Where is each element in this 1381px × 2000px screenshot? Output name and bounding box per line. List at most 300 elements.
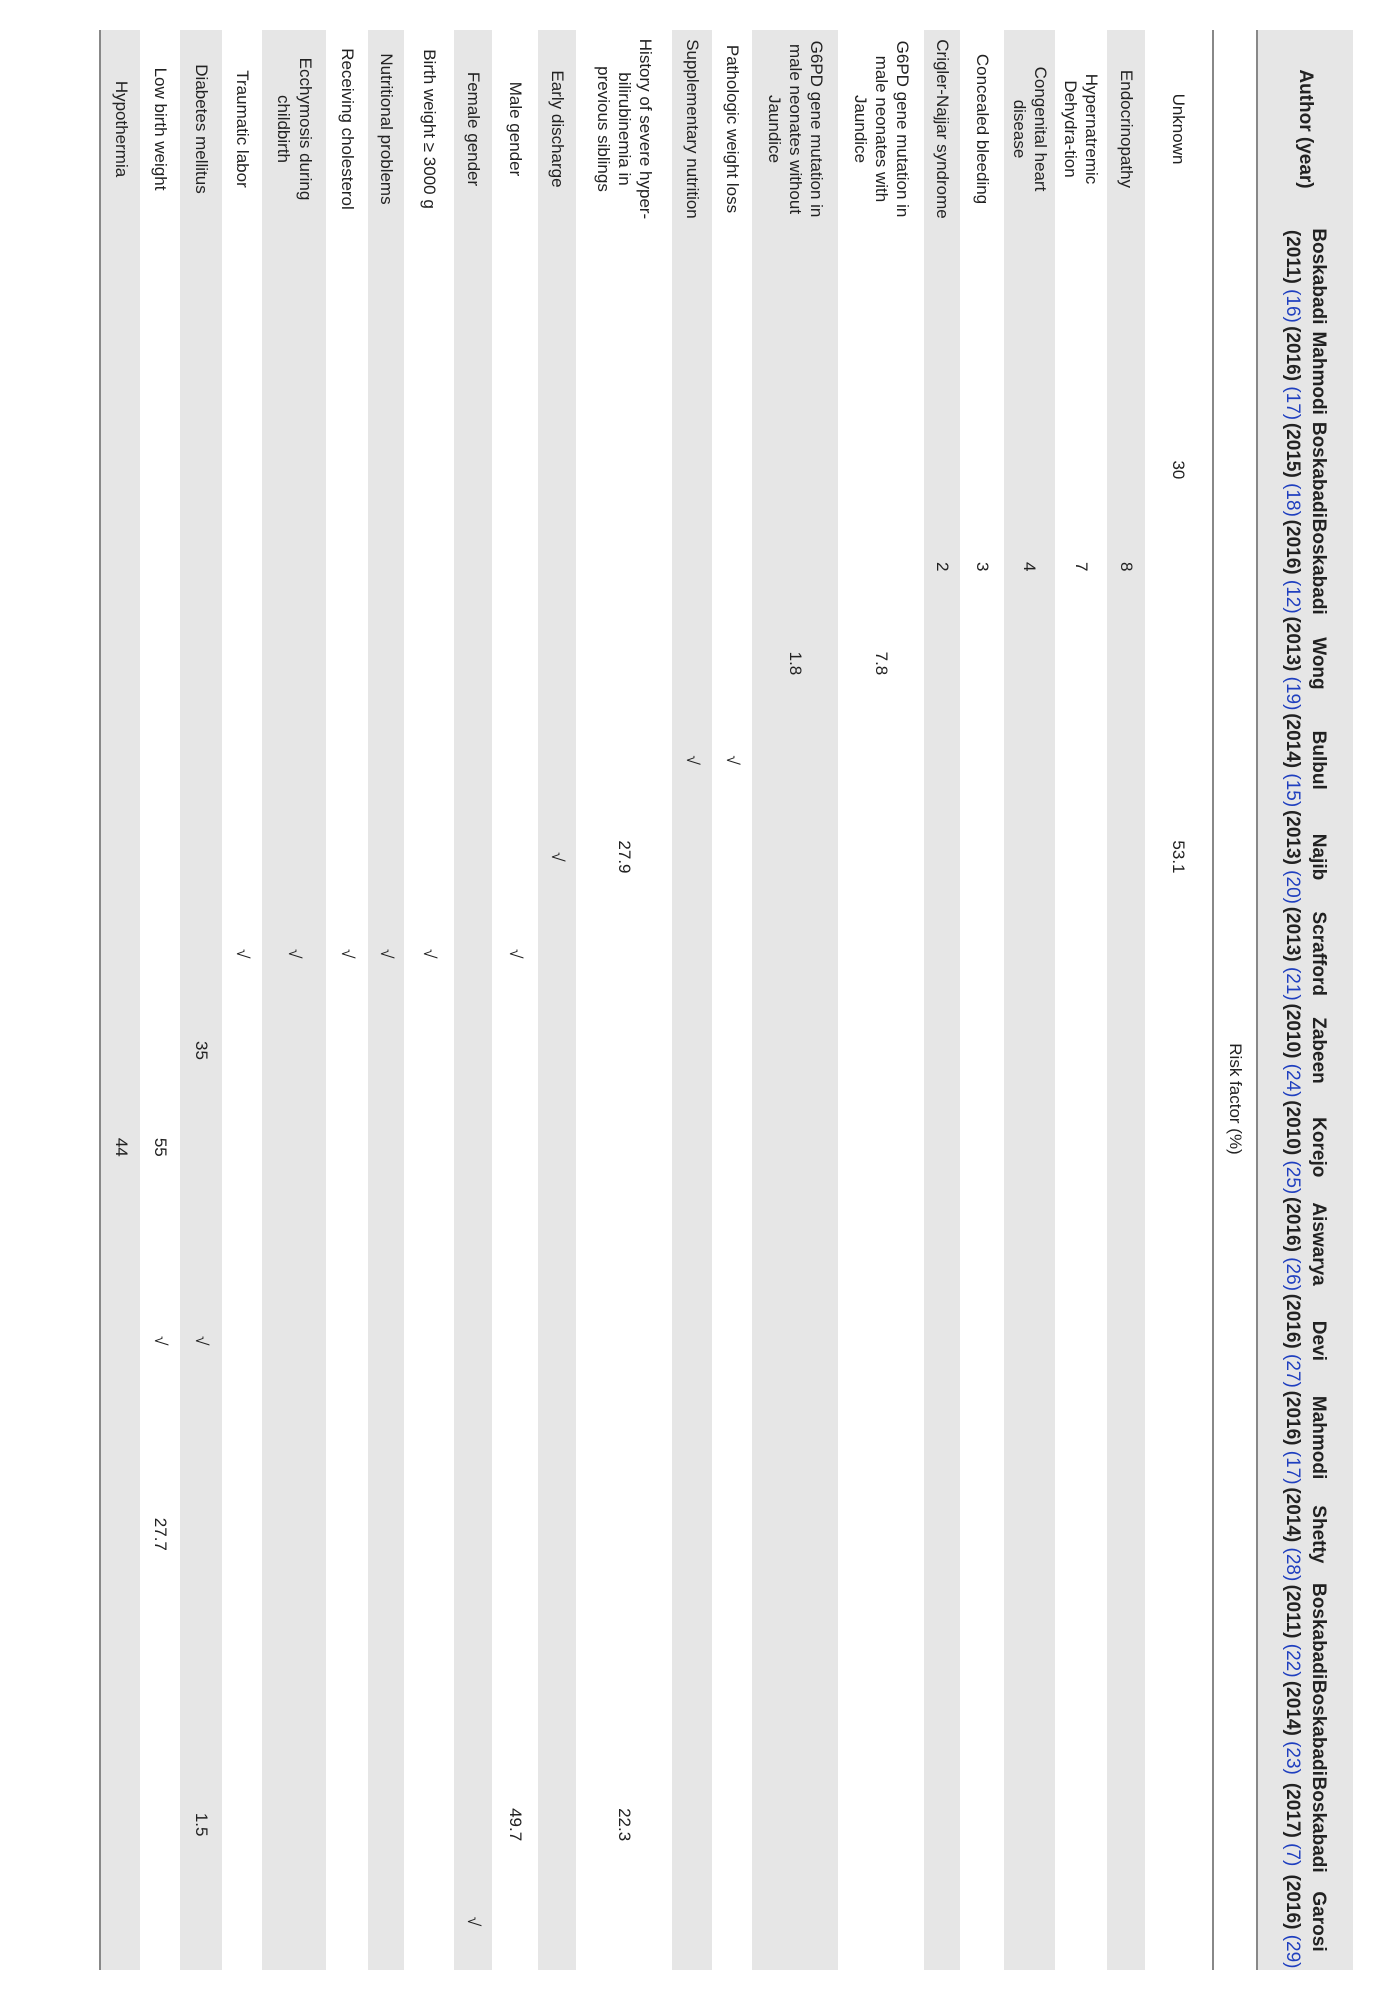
value-cell [1005,228,1056,325]
value-cell [223,1486,263,1583]
value-cell [1005,615,1056,712]
reference-link[interactable]: (23) [1282,1741,1304,1775]
value-cell [673,422,713,519]
value-cell [1145,1873,1213,1970]
value-cell: √ [420,949,440,959]
table-row [539,30,577,1970]
table-row [713,30,753,1970]
value-cell: 35 [181,1002,223,1099]
value-cell: √ [673,712,713,809]
risk-factor-label: Nutritional problems [369,30,405,228]
value-cell [1005,1873,1056,1970]
value-cell [577,518,673,615]
reference-link[interactable]: (16) [1282,289,1304,323]
table-row [369,30,405,1970]
value-cell [181,1873,223,1970]
value-cell [673,1196,713,1293]
value-cell [539,1679,577,1776]
author-column-header [1257,1486,1353,1583]
value-cell [925,1196,961,1293]
value-cell [539,422,577,519]
reference-link[interactable]: (22) [1282,1643,1304,1678]
value-cell [961,809,1005,906]
value-cell [753,325,839,422]
author-name: Boskabadi (2017) [1282,1776,1330,1873]
reference-link[interactable]: (12) [1282,579,1304,614]
value-cell [539,615,577,712]
value-cell [1005,325,1056,422]
value-cell [101,1292,141,1389]
value-cell [405,228,455,325]
value-cell: 30 [1169,460,1189,480]
value-cell [493,228,539,325]
risk-factor-label: Concealed bleeding [973,53,993,205]
value-cell [101,905,141,1002]
value-cell [1145,712,1213,809]
value-cell [577,1196,673,1293]
risk-factor-label: Pathologic weight loss [723,44,743,214]
value-cell [263,1002,327,1099]
table-row [263,30,327,1970]
table-row [1145,30,1213,1970]
value-cell [713,422,753,519]
value-cell [539,1486,577,1583]
value-cell [713,1679,753,1776]
value-cell: √ [263,905,327,1002]
value-cell: 53.1 [1169,840,1189,874]
value-cell [673,1873,713,1970]
risk-factor-label: Ecchymosis during childbirth [263,30,327,228]
value-cell [1145,615,1213,712]
value-cell [1107,1196,1145,1293]
value-cell [369,712,405,809]
value-cell [369,1002,405,1099]
value-cell [369,518,405,615]
value-cell [839,1099,925,1196]
value-cell [961,1292,1005,1389]
author-name: Korejo (2010) [1282,1100,1330,1178]
value-cell [839,325,925,422]
value-cell [369,1099,405,1196]
value-cell [839,1389,925,1486]
value-cell [1107,809,1145,906]
value-cell [141,1873,181,1970]
value-cell [839,1873,925,1970]
value-cell [753,1776,839,1873]
value-cell [405,1002,455,1099]
value-cell [455,1292,493,1389]
author-column-header [1257,228,1353,325]
value-cell [1107,1292,1145,1389]
value-cell [577,1873,673,1970]
value-cell [181,712,223,809]
value-cell [713,1583,753,1680]
value-cell [753,1486,839,1583]
table-row [101,30,141,1970]
value-cell [753,1873,839,1970]
value-cell [1145,325,1213,422]
value-cell: √ [723,755,743,765]
table-row [1055,30,1107,1970]
value-cell [1107,712,1145,809]
table-row [405,30,455,1970]
value-cell [713,615,753,712]
value-cell: 22.3 [615,1808,635,1842]
value-cell [141,905,181,1002]
value-cell [181,1486,223,1583]
value-cell [925,1873,961,1970]
value-cell [1107,1389,1145,1486]
value-cell [1005,712,1056,809]
value-cell [369,1486,405,1583]
value-cell [673,518,713,615]
value-cell [673,325,713,422]
risk-factor-label: G6PD gene mutation in male neonates with Jaundice [850,40,913,218]
value-cell [327,1099,369,1196]
value-cell [369,228,405,325]
value-cell [839,1002,925,1099]
value-cell [223,1292,263,1389]
value-cell [577,1389,673,1486]
value-cell: 3 [973,561,993,572]
value-cell [539,518,577,615]
reference-link[interactable]: (19) [1282,676,1304,711]
value-cell [1145,1679,1213,1776]
table-row [1107,30,1145,1970]
value-cell [493,1486,539,1583]
value-cell [263,518,327,615]
value-cell [223,1196,263,1293]
value-cell [405,1292,455,1389]
reference-link[interactable]: (15) [1282,773,1304,808]
value-cell [961,1873,1005,1970]
value-cell [925,1776,961,1873]
value-cell [263,712,327,809]
value-cell [753,1292,839,1389]
value-cell [1107,1486,1145,1583]
value-cell [493,1002,539,1099]
value-cell [539,1873,577,1970]
value-cell [713,1292,753,1389]
value-cell [327,1873,369,1970]
value-cell [673,1486,713,1583]
value-cell [223,228,263,325]
value-cell [839,228,925,325]
value-cell [839,809,925,906]
author-column-header [1257,809,1353,906]
value-cell [577,1292,673,1389]
value-cell [327,422,369,519]
value-cell [713,1099,753,1196]
reference-link[interactable]: (21) [1282,966,1304,1001]
value-cell [493,809,539,906]
value-cell [1055,615,1107,712]
value-cell [925,615,961,712]
author-name: Mahmodi (2016) [1282,1390,1330,1480]
reference-link[interactable]: (18) [1282,483,1304,517]
author-column-header [1257,1873,1353,1970]
value-cell [753,228,839,325]
value-cell [1005,1002,1056,1099]
value-cell [839,1486,925,1583]
value-cell [925,905,961,1002]
value-cell [839,1583,925,1680]
value-cell [327,518,369,615]
value-cell [1055,1776,1107,1873]
value-cell [1107,615,1145,712]
value-cell [1107,1099,1145,1196]
value-cell [961,228,1005,325]
value-cell [141,1776,181,1873]
value-cell [1145,1389,1213,1486]
reference-link[interactable]: (26) [1282,1257,1304,1292]
value-cell [405,325,455,422]
reference-link[interactable]: (24) [1282,1063,1304,1098]
author-column-header [1257,905,1353,1002]
value-cell [455,1389,493,1486]
risk-factor-label: Female gender [455,30,493,228]
value-cell [181,1389,223,1486]
value-cell [327,809,369,906]
value-cell [405,1873,455,1970]
value-cell [141,422,181,519]
author-name: Boskabadi (2014) [1282,1679,1330,1776]
value-cell [327,1776,369,1873]
value-cell [405,422,455,519]
value-cell [673,1776,713,1873]
author-column-header [1257,422,1353,519]
value-cell [1005,1196,1056,1293]
value-cell [961,1486,1005,1583]
value-cell [327,1679,369,1776]
value-cell [539,712,577,809]
value-cell [539,1099,577,1196]
risk-factor-label: History of severe hyper-bilirubinemia in previous siblings [593,38,656,220]
risk-factor-label: Birth weight ≥ 3000 g [420,49,440,209]
value-cell [539,1583,577,1680]
value-cell [263,1486,327,1583]
value-cell [539,325,577,422]
value-cell [141,518,181,615]
reference-link[interactable]: (7) [1282,1843,1304,1867]
value-cell [369,615,405,712]
value-cell [1055,1002,1107,1099]
author-column-header [1257,325,1353,422]
value-cell [753,1196,839,1293]
value-cell [405,1099,455,1196]
value-cell [223,1873,263,1970]
value-cell [1107,422,1145,519]
table-row [141,30,181,1970]
value-cell [577,1099,673,1196]
risk-factor-label: Traumatic labor [233,70,253,188]
table-row [753,30,839,1970]
value-cell [1107,1873,1145,1970]
value-cell [1005,1776,1056,1873]
value-cell [327,1486,369,1583]
value-cell [223,1679,263,1776]
value-cell [263,615,327,712]
value-cell [713,1873,753,1970]
reference-link[interactable]: (27) [1282,1354,1304,1388]
value-cell [577,615,673,712]
value-cell [263,1389,327,1486]
value-cell [577,1679,673,1776]
value-cell [369,422,405,519]
table-row [1005,30,1056,1970]
value-cell [493,712,539,809]
value-cell [181,1099,223,1196]
value-cell [577,1486,673,1583]
value-cell [101,809,141,906]
reference-link[interactable]: (20) [1282,870,1304,904]
value-cell [141,1196,181,1293]
value-cell [369,1196,405,1293]
value-cell [181,905,223,1002]
value-cell [1005,1389,1056,1486]
author-column-header [1257,1583,1353,1680]
table-row [493,30,539,1970]
risk-factor-label: Congenital heart disease [1005,30,1056,228]
value-cell [925,1583,961,1680]
value-cell [753,422,839,519]
value-cell [1005,809,1056,906]
value-cell [101,1679,141,1776]
value-cell [961,1776,1005,1873]
table-row [327,30,369,1970]
value-cell [327,228,369,325]
value-cell [263,1196,327,1293]
value-cell [1107,228,1145,325]
value-cell [455,1196,493,1293]
reference-link[interactable]: (17) [1282,1450,1304,1485]
value-cell [493,325,539,422]
reference-link[interactable]: (28) [1282,1547,1304,1582]
table-body [101,30,1214,1970]
value-cell [925,325,961,422]
author-name: Boskabadi (2011) [1282,1583,1330,1680]
value-cell [753,712,839,809]
value-cell [925,809,961,906]
value-cell [141,1389,181,1486]
value-cell [1005,1099,1056,1196]
value-cell [455,712,493,809]
value-cell [181,422,223,519]
value-cell [493,615,539,712]
value-cell [101,518,141,615]
value-cell [673,809,713,906]
value-cell [263,1776,327,1873]
value-cell [223,1002,263,1099]
value-cell: √ [369,905,405,1002]
risk-factor-label: Crigler-Najjar syndrome [925,30,961,228]
value-cell [493,1196,539,1293]
value-cell [1145,518,1213,615]
value-cell [223,1583,263,1680]
value-cell [223,1776,263,1873]
value-cell [455,1679,493,1776]
value-cell [1005,422,1056,519]
value-cell [181,1583,223,1680]
value-cell [1055,1873,1107,1970]
risk-factor-label: Hypernatremic Dehydra-tion [1061,73,1102,185]
value-cell [1145,1196,1213,1293]
value-cell [455,1486,493,1583]
value-cell [223,1389,263,1486]
author-name: Najib (2013) [1282,809,1330,881]
value-cell [493,1583,539,1680]
author-name: Boskabadi (2011) [1282,228,1330,325]
value-cell [1005,905,1056,1002]
value-cell [369,325,405,422]
value-cell [577,325,673,422]
value-cell [493,422,539,519]
value-cell [493,1679,539,1776]
value-cell [455,615,493,712]
author-header-row [1257,30,1353,1970]
value-cell [1055,1196,1107,1293]
risk-factor-label: Hypothermia [101,30,141,228]
value-cell [327,615,369,712]
author-column-header [1257,1196,1353,1293]
value-cell [493,1292,539,1389]
value-cell [369,1389,405,1486]
value-cell [101,1873,141,1970]
value-cell: √ [151,1336,171,1346]
value-cell [263,809,327,906]
value-cell: √ [338,949,358,959]
value-cell [925,422,961,519]
value-cell [405,1776,455,1873]
value-cell [327,1389,369,1486]
reference-link[interactable]: (25) [1282,1160,1304,1195]
value-cell [263,228,327,325]
value-cell [539,228,577,325]
risk-factor-label: Endocrinopathy [1107,30,1145,228]
reference-link[interactable]: (17) [1282,386,1304,421]
value-cell [101,422,141,519]
table-row [181,30,223,1970]
value-cell [101,1196,141,1293]
value-cell [493,518,539,615]
value-cell [405,712,455,809]
value-cell [753,1099,839,1196]
value-cell: 8 [1107,518,1145,615]
value-cell [753,1583,839,1680]
value-cell: √ [181,1292,223,1389]
value-cell [181,615,223,712]
value-cell [455,228,493,325]
value-cell [327,1583,369,1680]
value-cell [101,615,141,712]
value-cell [1145,1292,1213,1389]
table-row [925,30,961,1970]
value-cell [369,1776,405,1873]
value-cell [455,422,493,519]
value-cell [673,1583,713,1680]
table-row [223,30,263,1970]
value-cell [101,1776,141,1873]
author-name: Devi (2016) [1282,1293,1330,1361]
value-cell [405,1679,455,1776]
author-column-header [1257,1099,1353,1196]
reference-link[interactable]: (29) [1282,1934,1304,1969]
value-cell [753,905,839,1002]
author-name: Garosi (2016) [1282,1874,1330,1952]
value-cell [1005,1292,1056,1389]
value-cell [101,325,141,422]
value-cell: 44 [101,1099,141,1196]
